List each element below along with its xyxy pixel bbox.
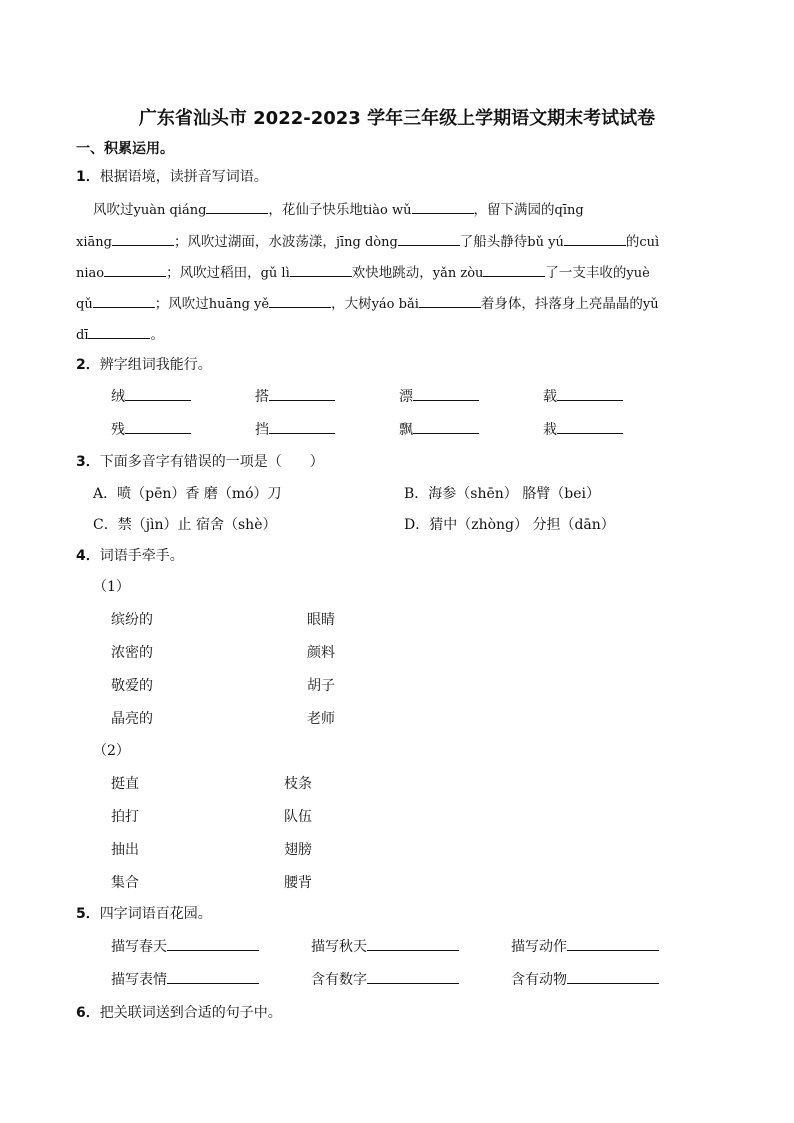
idiom-label: 描写春天 — [111, 939, 167, 955]
char: 搭 — [255, 389, 269, 405]
pinyin: yǎn zòu — [432, 266, 484, 281]
text-segment: ，留下满园的 — [473, 202, 555, 218]
option-c[interactable]: C．禁（jìn）止 宿舍（shè） — [93, 517, 277, 533]
answer-blank[interactable] — [419, 293, 481, 308]
pinyin: yáo bǎi — [371, 297, 419, 312]
char: 漂 — [399, 389, 413, 405]
question-number: 4． — [76, 548, 100, 564]
match-left[interactable]: 晶亮的 — [111, 711, 153, 727]
question-number: 3． — [76, 454, 100, 470]
text-segment: ，花仙子快乐地 — [268, 202, 363, 218]
pinyin: xiāng — [76, 235, 112, 250]
char-item — [255, 419, 335, 439]
question-text: 四字词语百花园。 — [99, 906, 212, 922]
q1-line-1 — [93, 198, 584, 218]
section-heading: 一、积累运用。 — [76, 141, 174, 157]
question-6 — [76, 1002, 282, 1022]
answer-blank[interactable] — [557, 386, 623, 401]
text-segment: 了船头静待 — [459, 234, 528, 250]
char: 载 — [543, 389, 557, 405]
pinyin: yuàn qiáng — [133, 203, 207, 218]
question-text: 下面多音字有错误的一项是（ ） — [99, 454, 324, 470]
text-segment: 的 — [625, 234, 640, 250]
text-segment: ；风吹过 — [154, 296, 209, 312]
question-text: 根据语境，读拼音写词语。 — [99, 169, 268, 185]
page-title: 广东省汕头市 2022-2023 学年三年级上学期语文期末考试试卷 — [138, 108, 656, 129]
char: 栽 — [543, 422, 557, 438]
match-right[interactable]: 眼睛 — [307, 612, 335, 628]
text-segment: 着身体，抖落身上亮晶晶的 — [480, 296, 643, 312]
idiom-label: 描写动作 — [511, 939, 567, 955]
pinyin: tiào wǔ — [362, 203, 412, 218]
match-right[interactable]: 胡子 — [307, 678, 335, 694]
pinyin: bǔ yú — [527, 235, 564, 250]
text-segment: ；风吹过湖面，水波荡漾， — [173, 234, 336, 250]
match-left[interactable]: 集合 — [111, 875, 139, 891]
answer-blank[interactable] — [88, 324, 150, 339]
q1-line-5 — [76, 323, 164, 343]
match-right[interactable]: 枝条 — [284, 776, 312, 792]
q1-line-4 — [76, 292, 659, 312]
char-item — [111, 419, 191, 439]
idiom-item — [111, 969, 259, 989]
answer-blank[interactable] — [367, 969, 459, 984]
idiom-label: 含有动物 — [511, 972, 567, 988]
match-right[interactable]: 翅膀 — [284, 842, 312, 858]
idiom-label: 含有数字 — [311, 972, 367, 988]
answer-blank[interactable] — [564, 231, 626, 246]
pinyin: yǔ — [642, 297, 659, 312]
q1-line-3 — [76, 261, 650, 281]
match-left[interactable]: 缤纷的 — [111, 612, 153, 628]
answer-blank[interactable] — [398, 231, 460, 246]
answer-blank[interactable] — [367, 936, 459, 951]
answer-blank[interactable] — [269, 386, 335, 401]
option-b[interactable]: B．海参（shēn） 胳臂（bei） — [404, 486, 600, 502]
question-number: 1． — [76, 169, 100, 185]
pinyin: huāng yě — [208, 297, 270, 312]
question-number: 6． — [76, 1005, 100, 1021]
question-number: 2． — [76, 357, 100, 373]
text-segment: 了一支丰收的 — [545, 265, 627, 281]
q1-line-2 — [76, 230, 659, 250]
answer-blank[interactable] — [567, 969, 659, 984]
text-segment: ，大树 — [331, 296, 372, 312]
question-1 — [76, 166, 268, 186]
char-item — [255, 386, 335, 406]
question-3 — [76, 451, 324, 471]
answer-blank[interactable] — [557, 419, 623, 434]
text-segment: 风吹过 — [93, 202, 134, 218]
answer-blank[interactable] — [413, 386, 479, 401]
text-segment: 。 — [150, 327, 164, 343]
pinyin: yuè — [626, 266, 650, 281]
question-number: 5． — [76, 906, 100, 922]
answer-blank[interactable] — [413, 419, 479, 434]
answer-blank[interactable] — [93, 293, 155, 308]
char-item — [543, 386, 623, 406]
text-segment: 欢快地跳动， — [351, 265, 433, 281]
idiom-label: 描写秋天 — [311, 939, 367, 955]
char-item — [111, 386, 191, 406]
match-left[interactable]: 拍打 — [111, 809, 139, 825]
char: 挡 — [255, 422, 269, 438]
question-4 — [76, 545, 184, 565]
question-2 — [76, 354, 212, 374]
match-right[interactable]: 老师 — [307, 711, 335, 727]
question-text: 词语手牵手。 — [99, 548, 184, 564]
answer-blank[interactable] — [104, 262, 166, 277]
pinyin: qǔ — [76, 297, 93, 312]
pinyin: qīng — [554, 203, 584, 218]
question-text: 把关联词送到合适的句子中。 — [99, 1005, 282, 1021]
pinyin: dī — [76, 328, 89, 343]
answer-blank[interactable] — [167, 936, 259, 951]
idiom-item — [311, 936, 459, 956]
idiom-item — [511, 936, 659, 956]
char-item — [399, 386, 479, 406]
char-item — [399, 419, 479, 439]
match-right[interactable]: 腰背 — [284, 875, 312, 891]
match-left[interactable]: 浓密的 — [111, 645, 153, 661]
text-segment: ；风吹过稻田， — [166, 265, 261, 281]
idiom-item — [511, 969, 659, 989]
char: 绒 — [111, 389, 125, 405]
match-left[interactable]: 挺直 — [111, 776, 139, 792]
char: 飘 — [399, 422, 413, 438]
option-d[interactable]: D．猜中（zhòng） 分担（dān） — [404, 517, 615, 533]
answer-blank[interactable] — [412, 199, 474, 214]
answer-blank[interactable] — [112, 231, 174, 246]
answer-blank[interactable] — [269, 419, 335, 434]
pinyin: gǔ lì — [260, 266, 290, 281]
char-item — [543, 419, 623, 439]
part-label: （2） — [93, 743, 130, 759]
answer-blank[interactable] — [167, 969, 259, 984]
match-left[interactable]: 敬爱的 — [111, 678, 153, 694]
answer-blank[interactable] — [206, 199, 268, 214]
option-a[interactable]: A．喷（pēn）香 磨（mó）刀 — [93, 486, 282, 502]
answer-blank[interactable] — [290, 262, 352, 277]
question-text: 辨字组词我能行。 — [99, 357, 212, 373]
pinyin: jīng dòng — [335, 235, 398, 250]
match-right[interactable]: 颜料 — [307, 645, 335, 661]
answer-blank[interactable] — [483, 262, 545, 277]
part-label: （1） — [93, 579, 130, 595]
idiom-label: 描写表情 — [111, 972, 167, 988]
answer-blank[interactable] — [125, 419, 191, 434]
char: 残 — [111, 422, 125, 438]
idiom-item — [311, 969, 459, 989]
question-5 — [76, 903, 212, 923]
match-left[interactable]: 抽出 — [111, 842, 139, 858]
answer-blank[interactable] — [269, 293, 331, 308]
match-right[interactable]: 队伍 — [284, 809, 312, 825]
answer-blank[interactable] — [567, 936, 659, 951]
answer-blank[interactable] — [125, 386, 191, 401]
idiom-item — [111, 936, 259, 956]
pinyin: cuì — [639, 235, 660, 250]
pinyin: niao — [76, 266, 105, 281]
